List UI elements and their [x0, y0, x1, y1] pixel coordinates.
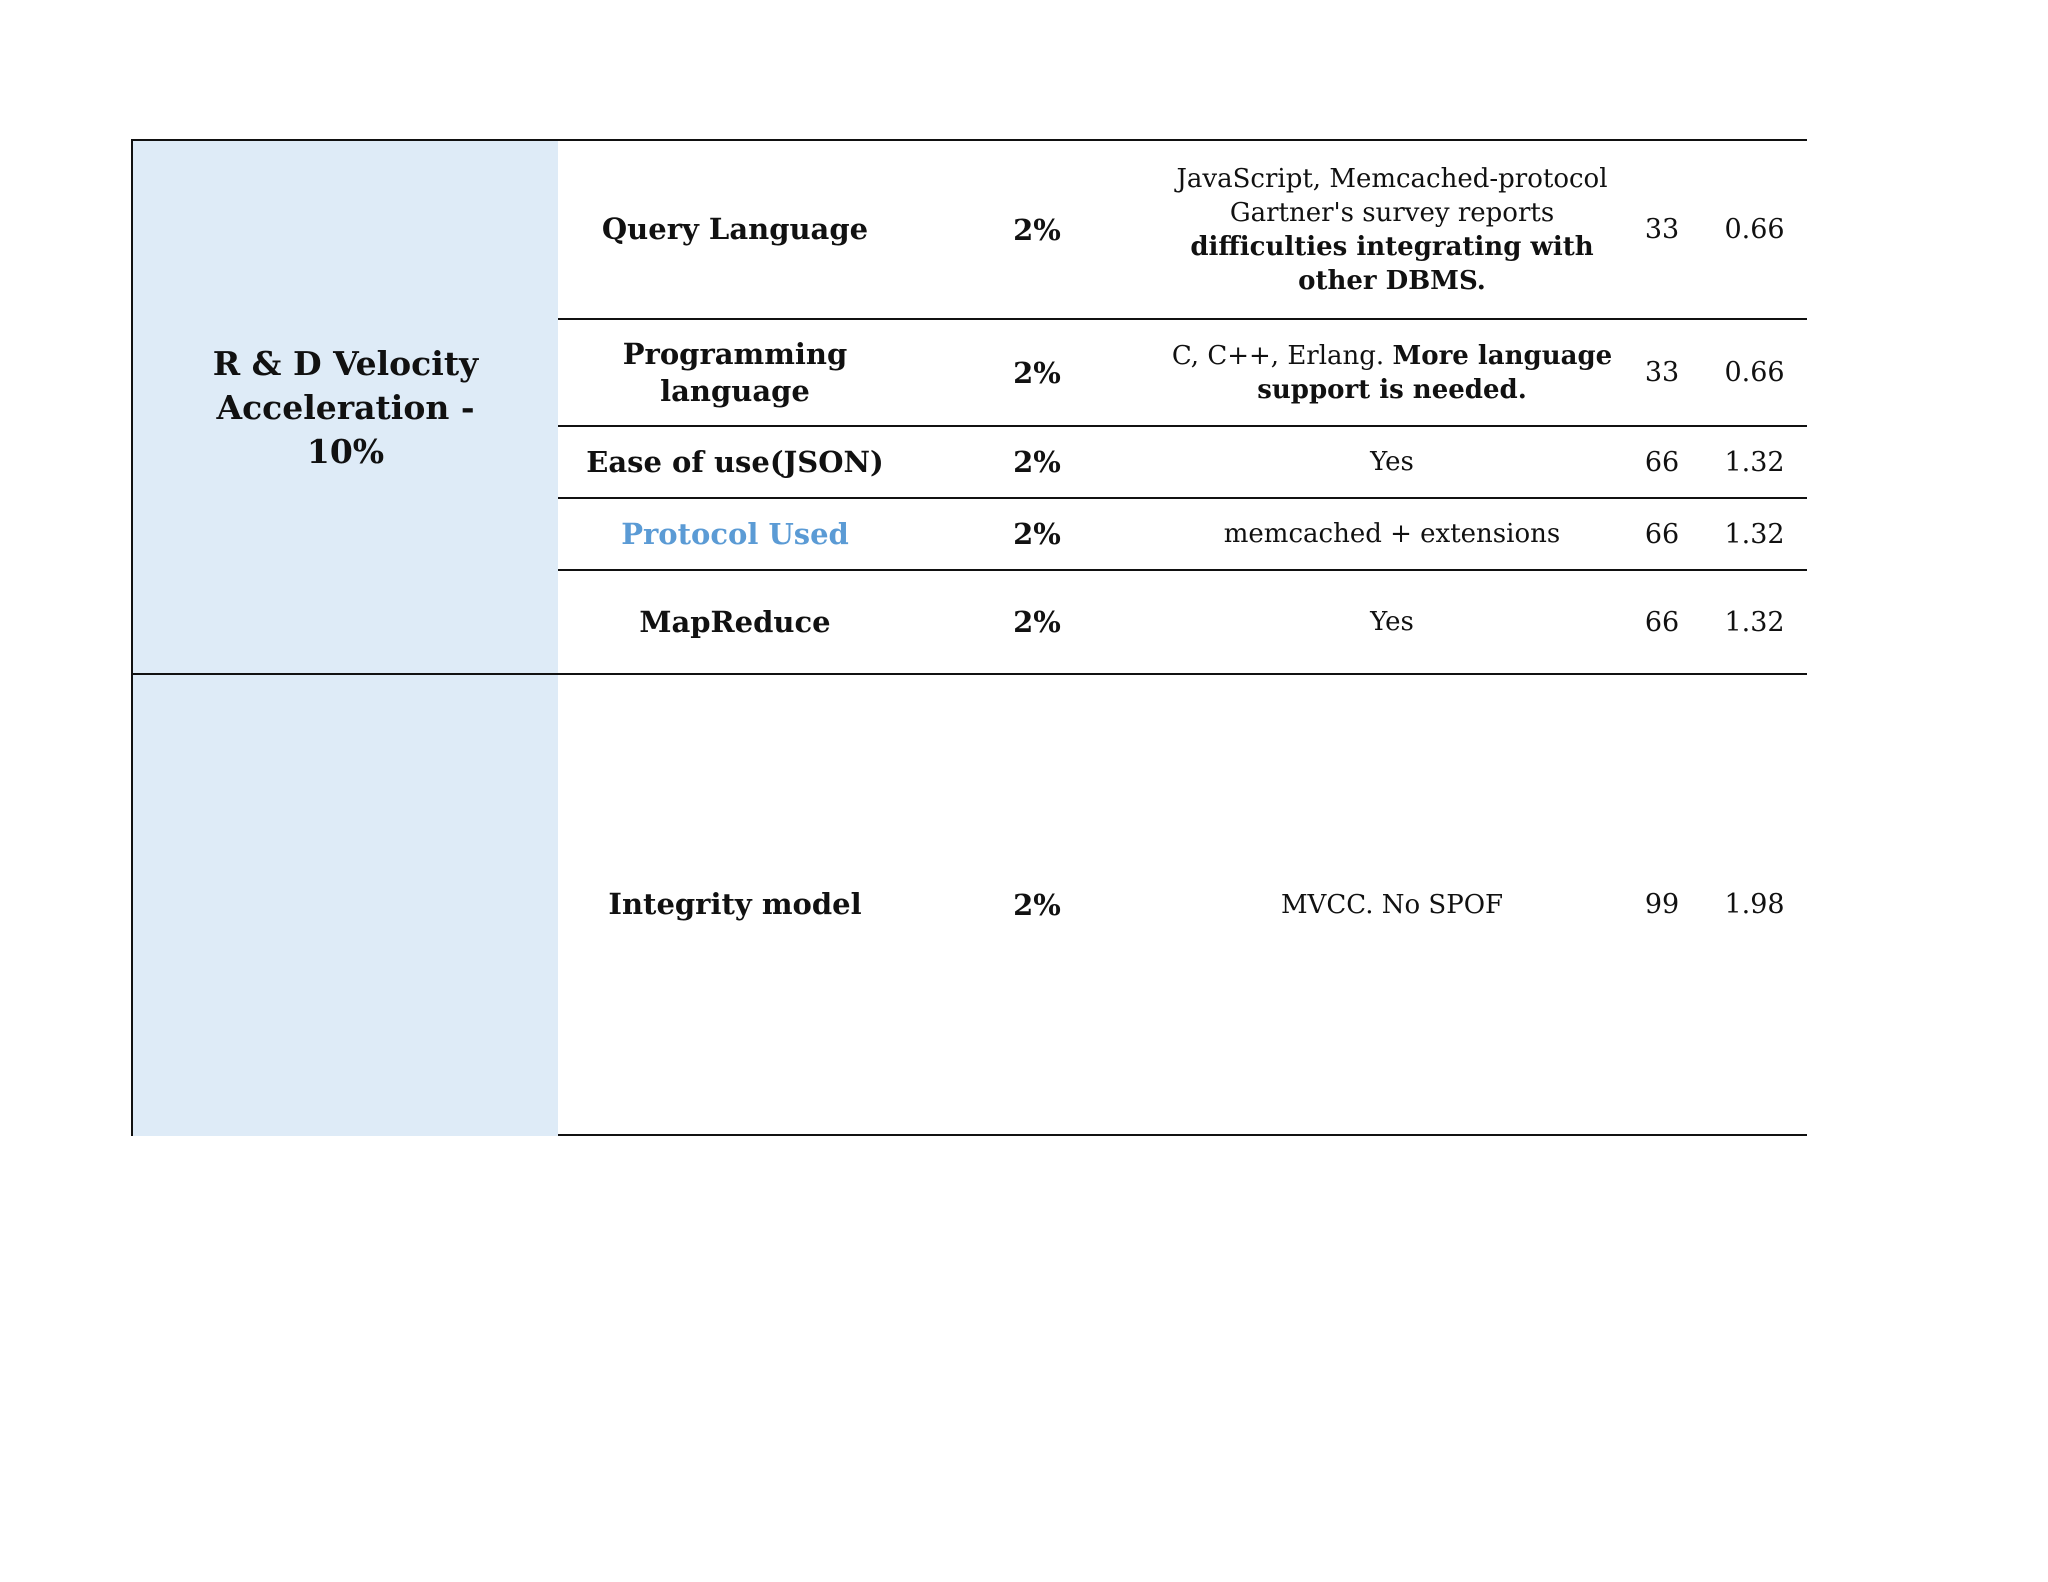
- criteria-cell: Query Language: [601, 212, 869, 246]
- table-row: [558, 675, 1807, 1136]
- comment-cell: Yes: [1370, 447, 1414, 477]
- weighted-score-cell: 0.66: [1724, 357, 1785, 388]
- weighted-score-cell: 0.66: [1724, 214, 1785, 245]
- category-cell-empty: [131, 673, 558, 1136]
- comment-cell: MVCC. No SPOF: [1280, 889, 1504, 920]
- weight-cell: 2%: [1013, 605, 1061, 639]
- category-cell-rd-velocity: [131, 139, 558, 675]
- comment-cell: Yes: [1370, 607, 1414, 637]
- comment-cell: memcached + extensions: [1223, 519, 1561, 549]
- comment-text-bold: More language support is needed.: [1257, 340, 1613, 405]
- comment-cell: [1162, 141, 1622, 318]
- weighted-score-cell: 1.32: [1724, 518, 1785, 550]
- criteria-cell: Integrity model: [608, 887, 862, 921]
- score-cell: 66: [1644, 606, 1680, 638]
- comment-line: JavaScript, Memcached-protocol: [1176, 163, 1608, 194]
- comment-text: C, C++, Erlang.: [1171, 340, 1393, 371]
- score-cell: 33: [1644, 214, 1680, 245]
- criteria-cell-protocol-used: Protocol Used: [621, 516, 849, 551]
- table-row: [558, 427, 1807, 499]
- weight-cell: 2%: [1013, 212, 1061, 247]
- criteria-cell: Programming language: [622, 336, 848, 408]
- score-cell: 66: [1644, 518, 1680, 550]
- weight-cell: 2%: [1013, 887, 1061, 922]
- score-cell: 66: [1644, 446, 1680, 478]
- table-row: [558, 499, 1807, 571]
- table-row: [558, 320, 1807, 427]
- table-row: [558, 139, 1807, 320]
- table-row: [558, 571, 1807, 675]
- comment-line: Gartner's survey reports: [1229, 197, 1555, 228]
- score-cell: 33: [1644, 357, 1680, 388]
- comment-cell: [1162, 320, 1622, 425]
- comment-line-bold: difficulties integrating with other DBMS.: [1190, 231, 1594, 296]
- weight-cell: 2%: [1013, 355, 1061, 390]
- category-label: R & D Velocity Acceleration - 10%: [212, 344, 479, 471]
- criteria-cell: MapReduce: [639, 604, 831, 639]
- evaluation-table: [131, 139, 1807, 1139]
- weighted-score-cell: 1.32: [1724, 446, 1785, 478]
- weight-cell: 2%: [1013, 445, 1061, 479]
- score-cell: 99: [1644, 889, 1680, 920]
- weighted-score-cell: 1.98: [1724, 889, 1785, 920]
- weighted-score-cell: 1.32: [1724, 606, 1785, 638]
- weight-cell: 2%: [1013, 517, 1061, 551]
- criteria-cell: Ease of use(JSON): [586, 444, 884, 479]
